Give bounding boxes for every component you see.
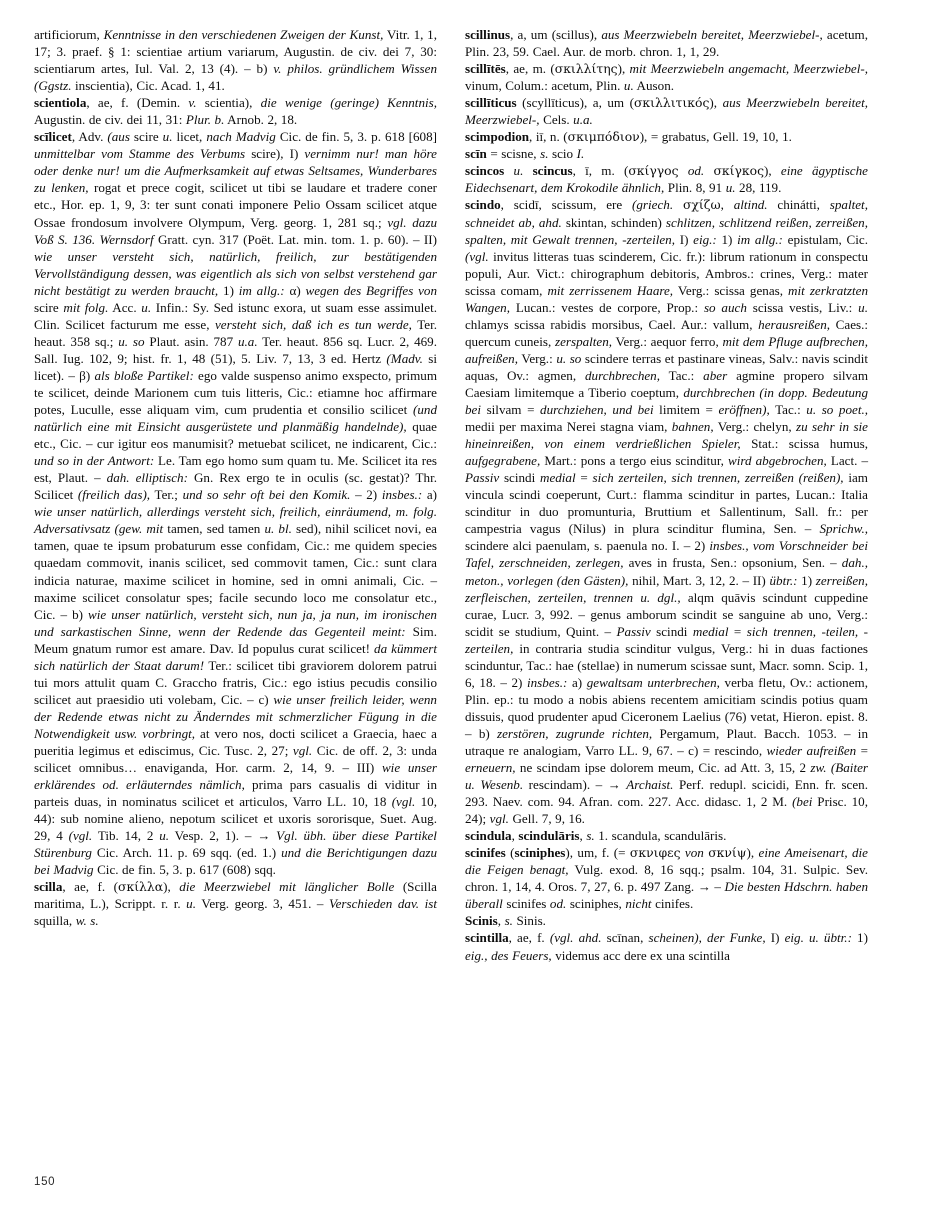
dictionary-entry: scinifes (sciniphes), um, f. (= σκνιφες von σκνίψ), eine Ameisenart, die die Feigen benagt, Vulg. exod. 8, 16 sqq.; psalm. 104, 31. Sulpic. Sev. chron. 1, 14, 4. Oros. 7, 27, 6. p. 497 Zang. → – Die besten Hdschrn. haben überall scinifes od. sciniphes, nicht cinifes. xyxy=(465,845,868,912)
dictionary-entry: scillītēs, ae, m. (σκιλλίτης), mit Meerzwiebeln angemacht, Meerzwiebel-, vinum, Colum.: acetum, Plin. u. Auson. xyxy=(465,61,868,94)
right-column xyxy=(465,26,868,964)
dictionary-entry: artificiorum, Kenntnisse in den verschiedenen Zweigen der Kunst, Vitr. 1, 1, 17; 3. praef. § 1: scientiae artium variarum, Augustin. de civ. dei 7, 30: scientiarum artes, Iul. Val. 2, 13 (4). – b) v. philos. gründlichem Wissen (Ggstz. inscientia), Cic. Acad. 1, 41. xyxy=(34,27,437,94)
dictionary-entry: scindo, scidī, scissum, ere (griech. σχίζω, altind. chinátti, spaltet, schneidet ab, ahd. skintan, schinden) schlitzen, schlitzend reißen, zerreißen, spalten, mit Gewalt trennen, -zerteilen, I) eig.: 1) im allg.: epistulam, Cic. (vgl. invitus litteras tuas scinderem, Cic. fr.): librum rationum in conspectu populi, Aur. Vict.: chirographum debitoris, Ambros.: crines, Verg.: mater scissa comam, mit zerrissenem Haare, Verg.: scissa genas, mit zerkratzten Wangen, Lucan.: vestes de corpore, Prop.: so auch scissa vestis, Liv.: u. chlamys scissa rabidis morsibus, Cael. Aur.: vallum, herausreißen, Caes.: quercum cuneis, zerspalten, Verg.: aequor ferro, mit dem Pfluge aufbrechen, aufreißen, Verg.: u. so scindere terras et pastinare vineas, Salv.: navis scindit aquas, Ov.: agmen, durchbrechen, Tac.: aber agmine propero silvam Caesiam limitemque a Tiberio coeptum, durchbrechen (in dopp. Bedeutung bei silvam = durchziehen, und bei limitem = eröffnen), Tac.: u. so poet., medii per maxima Nerei stagna viam, bahnen, Verg.: chelyn, zu sehr in sie hineinreißen, von einem verdrießlichen Spieler, Stat.: scissa humus, aufgegrabene, Mart.: pons a tergo eius scinditur, wird abgebrochen, Lact. – Passiv scindi medial = sich zerteilen, sich trennen, zerreißen (reißen), iam vincula scindi coeperunt, Curt.: flamma scinditur in partes, Lucan.: Italia scinditur in duo promunturia, Bruttium et Sallentinum, Sall. fr.: per campestria vagus (Nilus) in plura scinditur flumina, Sen. – Sprichw., scindere alci paenulam, s. paenula no. I. – 2) insbes., vom Vorschneider bei Tafel, zerschneiden, zerlegen, aves in frusta, Sen.: opsonium, Sen. – dah., meton., vorlegen (den Gästen), nihil, Mart. 3, 12, 2. – II) übtr.: 1) zerreißen, zerfleischen, zerteilen, trennen u. dgl., alqm quāvis scindunt cuppedine curae, Lucr. 3, 992. – genus amborum scindit se sanguine ab uno, Verg.: scidit se studium, Quint. – Passiv scindi medial = sich trennen, -teilen, -zerteilen, in contraria studia scinditur vulgus, Verg.: hi in duas factiones scinduntur, Tac.: hae (stellae) in numerum scissae sunt, Macr. somn. Scip. 1, 6, 18. – 2) insbes.: a) gewaltsam unterbrechen, verba fletu, Ov.: actionem, Plin. ep.: tu modo a nobis abiens recentem amicitiam scindis potius quam dissuis, quod prudenter apud Ciceronem Laelius (76) vetat, Hieron. epist. 8. – b) zerstören, zugrunde richten, Pergamum, Plaut. Bacch. 1053. – in utraque re analogiam, Varro LL. 9, 67. – c) = rescindo, wieder aufreißen = erneuern, ne scindam ipse dolorem meum, Cic. ad Att. 3, 15, 2 zw. (Baiter u. Wesenb. rescindam). – → Archaist. Perf. redupl. scicidi, Enn. fr. scen. 293. Naev. com. 94. Afran. com. 227. Acc. didasc. 1, 2 M. (bei Prisc. 10, 24); vgl. Gell. 7, 9, 16. xyxy=(465,197,869,827)
dictionary-entry: scīn = scisne, s. scio I. xyxy=(465,146,585,162)
two-column-text-body xyxy=(34,26,905,964)
page-number: 150 xyxy=(34,1176,56,1188)
left-column xyxy=(34,26,437,929)
dictionary-entry: scīlicet, Adv. (aus scire u. licet, nach Madvig Cic. de fin. 5, 3. p. 618 [608] unmittelbar vom Stamme des Verbums scire), I) vernimm nur! man höre oder denke nur! um die Aufmerksamkeit auf etwas Seltsames, Wunderbares zu lenken, rogat et prece cogit, scilicet ut tibi se laudare et tradere coner etc., Hor. ep. 1, 9, 3: ter sunt conati imponere Pelio Ossam scilicet atque Ossae frondosum involvere Olympum, Verg. georg. 1, 281 sq.; vgl. dazu Voß S. 136. Wernsdorf Gratt. cyn. 317 (Poët. Lat. min. tom. 1. p. 60). – II) wie unser versteht sich, natürlich, freilich, zur bestätigenden Vervollständigung dessen, was eigentlich als sich von selbst verstehend gar nicht bestätigt zu werden braucht, 1) im allg.: α) wegen des Begriffes von scire mit folg. Acc. u. Infin.: Sy. Sed istunc exora, ut suam esse assimulet. Clin. Scilicet facturum me esse, versteht sich, daß ich es tun werde, Ter. heaut. 358 sq.; u. so Plaut. asin. 787 u.a. Ter. heaut. 856 sq. Lucr. 2, 469. Sall. Iug. 102, 9; hist. fr. 1, 48 (51), 5. Liv. 7, 13, 3 ed. Hertz (Madv. si licet). – β) als bloße Partikel: ego valde suspenso animo exspecto, primum te scilicet, deinde Marionem cum tuis litteris, Cic.: etiamne hoc affirmare potes, Luculle, esse aliquam vim, cum prudentia et consilio scilicet (und natürlich eine mit Einsicht ausgerüstete und planmäßig handelnde), quae etc., Cic. – cur igitur eos manumisit? metuebat scilicet, ne indicarent, Cic.: und so in der Antwort: Le. Tam ego homo sum quam tu. Me. Scilicet ita res est, Plaut. – dah. elliptisch: Gn. Rex ergo te in oculis (sc. gestat)? Thr. Scilicet (freilich das), Ter.; und so sehr oft bei den Komik. – 2) insbes.: a) wie unser natürlich, allerdings versteht sich, freilich, einräumend, m. folg. Adversativsatz (gew. mit tamen, sed tamen u. bl. sed), nihil scilicet novi, ea tamen, quae te ipsum probaturum esse confidam, Cic.: me quidem species quaedam commovit, inanis scilicet, sed commovit tamen, Cic.: sunt clara indicia naturae, maxime scilicet in homine, sed in omni animali, Cic. – maxime scilicet consolatur spes; facile secundo loco me consolatur etc., Cic. – b) wie unser natürlich, versteht sich, nun ja, ja nun, im ironischen und sarkastischen Sinne, wenn der Redende das Gegenteil meint: Sim. Meum gnatum rumor est amare. Dav. Id populus curat scilicet! da kümmert sich natürlich der Staat darum! Ter.: scilicet tibi graviorem dolorem patrui tui mors attulit quam C. Graccho fratris, Cic.: ego istius pecudis consilio scilicet aut praesidio uti volebam, Cic. – c) wie unser freilich leider, wenn der Redende etwas nicht zu Änderndes mit schmerzlicher Fügung in die Notwendigkeit usw. vorbringt, at vero nos, docti scilicet a Graecia, haec a pueritia legimus et ediscimus, Cic. Tusc. 2, 27; vgl. Cic. de off. 2, 3: unda scilicet omnibus… enaviganda, Hor. carm. 2, 14, 9. – III) wie unser erklärendes od. erläuterndes nämlich, prima pars casualis di viditur in parteis duas, in nominatus scilicet et articulos, Varro LL. 10, 18 (vgl. 10, 44): sub nomine alieno, nepotum scilicet et uxoris sororisque, Suet. Aug. 29, 4 (vgl. Tib. 14, 2 u. Vesp. 2, 1). – → Vgl. übh. über diese Partikel Stürenburg Cic. Arch. 11. p. 69 sqq. (ed. 1.) und die Berichtigungen dazu bei Madvig Cic. de fin. 5, 3. p. 617 (608) sqq. xyxy=(34,129,438,878)
dictionary-entry: scimpodion, iī, n. (σκιμπόδιον), = grabatus, Gell. 19, 10, 1. xyxy=(465,129,792,145)
dictionary-entry: scientiola, ae, f. (Demin. v. scientia), die wenige (geringe) Kenntnis, Augustin. de civ. dei 11, 31: Plur. b. Arnob. 2, 18. xyxy=(34,95,438,128)
dictionary-entry: scilla, ae, f. (σκίλλα), die Meerzwiebel mit länglicher Bolle (Scilla maritima, L.), Scrippt. r. r. u. Verg. georg. 3, 451. – Verschieden dav. ist squilla, w. s. xyxy=(34,879,437,929)
dictionary-entry: scincos u. scincus, ī, m. (σκίγγος od. σκίγκος), eine ägyptische Eidechsenart, dem Krokodile ähnlich, Plin. 8, 91 u. 28, 119. xyxy=(465,163,868,196)
dictionary-entry: Scinis, s. Sinis. xyxy=(465,913,546,929)
dictionary-entry: scillīticus (scyllīticus), a, um (σκιλλιτικός), aus Meerzwiebeln bereitet, Meerzwiebel-, Cels. u.a. xyxy=(465,95,868,128)
dictionary-entry: scintilla, ae, f. (vgl. ahd. scīnan, scheinen), der Funke, I) eig. u. übtr.: 1) eig., des Feuers, videmus acc dere ex una scintilla xyxy=(465,930,868,963)
dictionary-entry: scillinus, a, um (scillus), aus Meerzwiebeln bereitet, Meerzwiebel-, acetum, Plin. 23, 59. Cael. Aur. de morb. chron. 1, 1, 29. xyxy=(465,27,868,60)
dictionary-entry: scindula, scindulāris, s. 1. scandula, scandulāris. xyxy=(465,828,727,844)
